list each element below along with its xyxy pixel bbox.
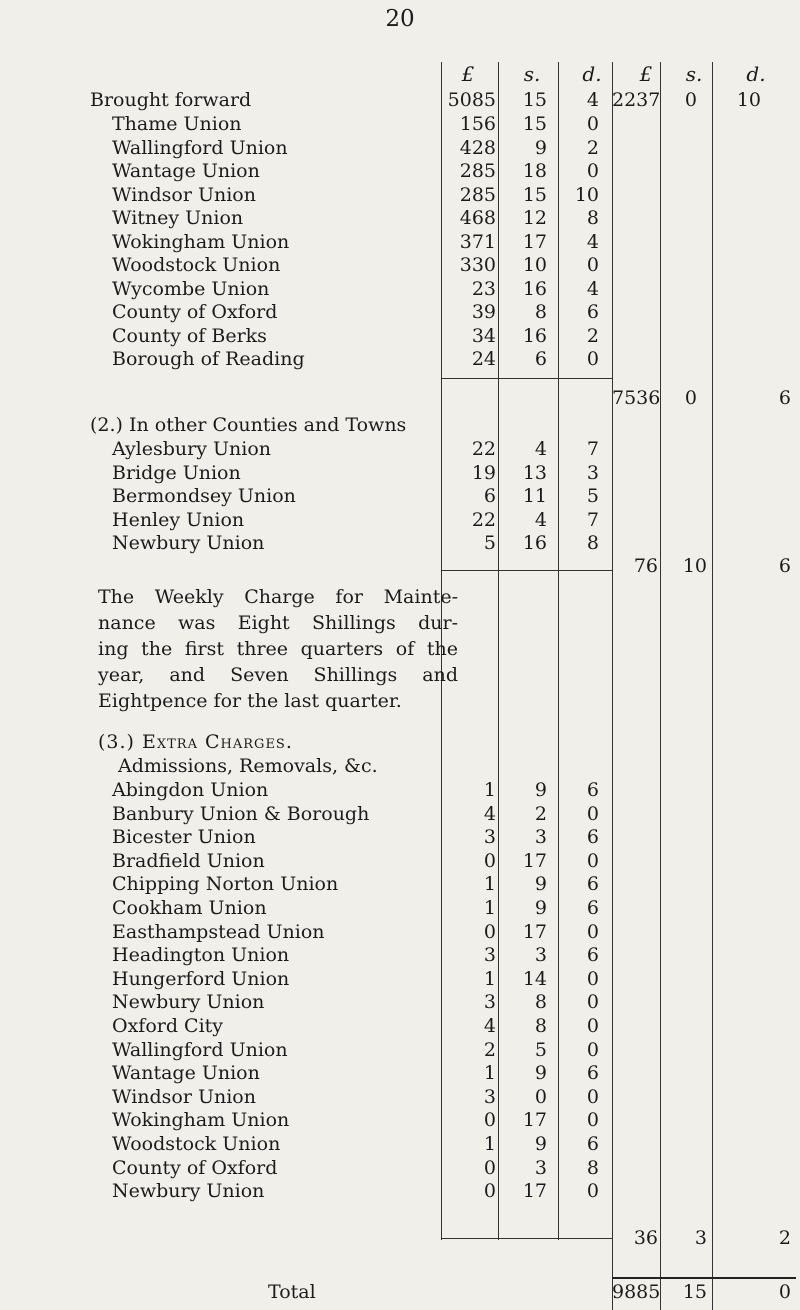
row-pounds: 156 (459, 113, 496, 135)
row-shillings: 3 (534, 1156, 547, 1179)
page-number: 20 (385, 6, 415, 32)
row-pence: 2 (586, 136, 599, 159)
row-shillings: 16 (522, 324, 547, 347)
section2-total-pence: 6 (778, 555, 791, 577)
row-pounds: 4 (483, 1015, 496, 1037)
row-shillings: 9 (534, 873, 547, 896)
row-label: Oxford City (112, 1015, 224, 1037)
row-pence: 0 (586, 1038, 599, 1061)
row-pounds: 19 (471, 461, 496, 484)
row-pounds: 22 (471, 508, 496, 531)
row-pence: 0 (586, 991, 599, 1014)
note-line: year, and Seven Shillings and (98, 664, 458, 686)
row-shillings: 12 (522, 207, 547, 229)
row-shillings: 17 (522, 1109, 547, 1132)
row-pounds: 0 (483, 1109, 496, 1132)
row-shillings: 9 (534, 1133, 547, 1155)
row-shillings: 14 (522, 967, 547, 990)
row-shillings: 2 (534, 802, 547, 825)
row-shillings: 3 (534, 826, 547, 849)
brought-forward-shillings: 15 (522, 89, 547, 111)
total-rule (612, 1277, 796, 1279)
row-pounds: 3 (483, 826, 496, 849)
section3-total-pounds: 36 (633, 1227, 658, 1249)
row-pounds: 285 (459, 183, 496, 206)
row-pounds: 330 (459, 254, 496, 276)
row-shillings: 8 (534, 301, 547, 323)
row-label: Banbury Union & Borough (112, 802, 370, 825)
row-shillings: 9 (534, 136, 547, 159)
row-shillings: 16 (522, 532, 547, 554)
row-pounds: 285 (459, 160, 496, 182)
brought-forward-total-pounds: 2237 (612, 89, 661, 111)
row-label: Bermondsey Union (112, 485, 296, 507)
row-pence: 0 (586, 254, 599, 276)
row-pence: 4 (586, 230, 599, 253)
row-pence: 6 (586, 301, 599, 323)
header-shillings-2: s. (685, 62, 703, 86)
row-shillings: 9 (534, 1062, 547, 1085)
row-pence: 0 (586, 160, 599, 182)
row-pounds: 4 (483, 802, 496, 825)
row-pounds: 428 (459, 136, 496, 159)
row-label: Newbury Union (112, 1180, 265, 1203)
row-shillings: 11 (522, 485, 547, 507)
subtotal-rule (442, 570, 612, 571)
row-label: County of Oxford (112, 1156, 278, 1179)
row-label: Woodstock Union (112, 1133, 281, 1155)
row-pounds: 22 (471, 438, 496, 460)
row-label: Headington Union (112, 944, 290, 967)
row-label: Wokingham Union (112, 1109, 290, 1132)
row-pounds: 468 (459, 207, 496, 229)
row-pence: 0 (586, 1015, 599, 1037)
row-pounds: 371 (459, 230, 496, 253)
row-shillings: 17 (522, 1180, 547, 1203)
row-pence: 0 (586, 1180, 599, 1203)
row-shillings: 5 (534, 1038, 547, 1061)
row-label: Bridge Union (112, 461, 241, 484)
row-pence: 8 (586, 532, 599, 554)
row-shillings: 3 (534, 944, 547, 967)
row-shillings: 16 (522, 277, 547, 300)
row-pounds: 0 (483, 1156, 496, 1179)
row-pence: 0 (586, 849, 599, 872)
section3-total-pence: 2 (778, 1227, 791, 1249)
row-pounds: 1 (483, 967, 496, 990)
section2-total-pounds: 76 (633, 555, 658, 577)
row-pounds: 34 (471, 324, 496, 347)
row-label: Thame Union (112, 113, 242, 135)
section3-subheading: Admissions, Removals, &c. (118, 755, 378, 777)
row-pence: 0 (586, 348, 599, 370)
row-label: County of Oxford (112, 301, 278, 323)
section2-heading: (2.) In other Counties and Towns (90, 414, 407, 436)
row-pence: 8 (586, 1156, 599, 1179)
row-label: Windsor Union (112, 1085, 256, 1108)
row-pence: 10 (574, 183, 599, 206)
column-rule (712, 62, 713, 1310)
row-pence: 6 (586, 944, 599, 967)
row-pounds: 39 (471, 301, 496, 323)
note-line: Eightpence for the last quarter. (98, 690, 402, 712)
row-shillings: 15 (522, 183, 547, 206)
section3-heading: (3.) Extra Charges. (98, 731, 293, 753)
row-label: County of Berks (112, 324, 267, 347)
subtotal-rule (442, 378, 612, 379)
row-label: Hungerford Union (112, 967, 290, 990)
row-pounds: 0 (483, 920, 496, 943)
row-label: Wantage Union (112, 1062, 260, 1085)
row-pence: 0 (586, 1085, 599, 1108)
row-label: Cookham Union (112, 897, 267, 919)
header-pence-2: d. (746, 62, 766, 86)
note-line: ing the first three quarters of the (98, 638, 458, 660)
header-shillings-1: s. (523, 62, 541, 86)
row-pence: 4 (586, 277, 599, 300)
row-shillings: 15 (522, 113, 547, 135)
row-pounds: 0 (483, 1180, 496, 1203)
row-label: Newbury Union (112, 991, 265, 1014)
header-pounds-2: £ (639, 62, 653, 86)
row-pence: 0 (586, 1109, 599, 1132)
brought-forward-pounds: 5085 (447, 89, 496, 111)
section1-total-pence: 6 (778, 387, 791, 409)
row-label: Abingdon Union (112, 779, 269, 801)
row-pounds: 6 (483, 485, 496, 507)
row-label: Easthampstead Union (112, 920, 325, 943)
row-pounds: 1 (483, 779, 496, 801)
row-pence: 6 (586, 826, 599, 849)
row-shillings: 4 (534, 508, 547, 531)
row-pence: 0 (586, 113, 599, 135)
grand-total-shillings: 15 (682, 1281, 707, 1303)
row-pence: 8 (586, 207, 599, 229)
row-shillings: 4 (534, 438, 547, 460)
row-pounds: 2 (483, 1038, 496, 1061)
row-shillings: 10 (522, 254, 547, 276)
header-pounds-1: £ (461, 62, 475, 86)
row-pence: 3 (586, 461, 599, 484)
row-pounds: 3 (483, 991, 496, 1014)
brought-forward-total-shillings: 0 (684, 89, 697, 111)
row-pounds: 1 (483, 873, 496, 896)
row-pence: 2 (586, 324, 599, 347)
brought-forward-label: Brought forward (90, 89, 252, 111)
column-rule (612, 62, 613, 1310)
row-pounds: 3 (483, 1085, 496, 1108)
row-label: Bicester Union (112, 826, 256, 849)
row-shillings: 9 (534, 779, 547, 801)
row-label: Witney Union (112, 207, 244, 229)
row-pence: 7 (586, 438, 599, 460)
row-pence: 6 (586, 1062, 599, 1085)
row-pence: 5 (586, 485, 599, 507)
row-label: Windsor Union (112, 183, 256, 206)
row-label: Bradfield Union (112, 849, 265, 872)
row-label: Borough of Reading (112, 348, 305, 370)
section1-total-shillings: 0 (684, 387, 697, 409)
row-pounds: 5 (483, 532, 496, 554)
row-pence: 0 (586, 920, 599, 943)
row-pence: 0 (586, 802, 599, 825)
column-rule (660, 62, 661, 1310)
row-pence: 6 (586, 779, 599, 801)
row-label: Newbury Union (112, 532, 265, 554)
row-shillings: 9 (534, 897, 547, 919)
section1-total-pounds: 7536 (612, 387, 661, 409)
section3-total-shillings: 3 (694, 1227, 707, 1249)
brought-forward-pence: 4 (586, 89, 599, 111)
row-pence: 6 (586, 873, 599, 896)
weekly-charge-note (98, 584, 458, 714)
row-pence: 6 (586, 1133, 599, 1155)
row-pence: 7 (586, 508, 599, 531)
row-shillings: 18 (522, 160, 547, 182)
row-pounds: 1 (483, 1133, 496, 1155)
header-pence-1: d. (582, 62, 602, 86)
row-shillings: 0 (534, 1085, 547, 1108)
section2-total-shillings: 10 (682, 555, 707, 577)
row-shillings: 8 (534, 1015, 547, 1037)
row-pounds: 24 (471, 348, 496, 370)
grand-total-label: Total (268, 1281, 316, 1303)
row-shillings: 13 (522, 461, 547, 484)
row-shillings: 8 (534, 991, 547, 1014)
row-label: Aylesbury Union (112, 438, 272, 460)
row-label: Wokingham Union (112, 230, 290, 253)
row-pounds: 1 (483, 1062, 496, 1085)
row-pence: 0 (586, 967, 599, 990)
row-pounds: 0 (483, 849, 496, 872)
row-shillings: 6 (534, 348, 547, 370)
row-shillings: 17 (522, 920, 547, 943)
row-label: Woodstock Union (112, 254, 281, 276)
row-label: Wantage Union (112, 160, 260, 182)
brought-forward-total-pence: 10 (736, 89, 761, 111)
subtotal-rule (442, 1238, 612, 1239)
row-shillings: 17 (522, 849, 547, 872)
row-label: Henley Union (112, 508, 245, 531)
row-pounds: 3 (483, 944, 496, 967)
row-shillings: 17 (522, 230, 547, 253)
row-label: Wallingford Union (112, 1038, 288, 1061)
note-line: The Weekly Charge for Mainte- (98, 586, 458, 608)
row-pounds: 1 (483, 897, 496, 919)
grand-total-pounds: 9885 (612, 1281, 661, 1303)
row-pence: 6 (586, 897, 599, 919)
row-label: Wallingford Union (112, 136, 288, 159)
note-line: nance was Eight Shillings dur- (98, 612, 458, 634)
row-label: Wycombe Union (112, 277, 270, 300)
row-pounds: 23 (471, 277, 496, 300)
grand-total-pence: 0 (778, 1281, 791, 1303)
row-label: Chipping Norton Union (112, 873, 339, 896)
